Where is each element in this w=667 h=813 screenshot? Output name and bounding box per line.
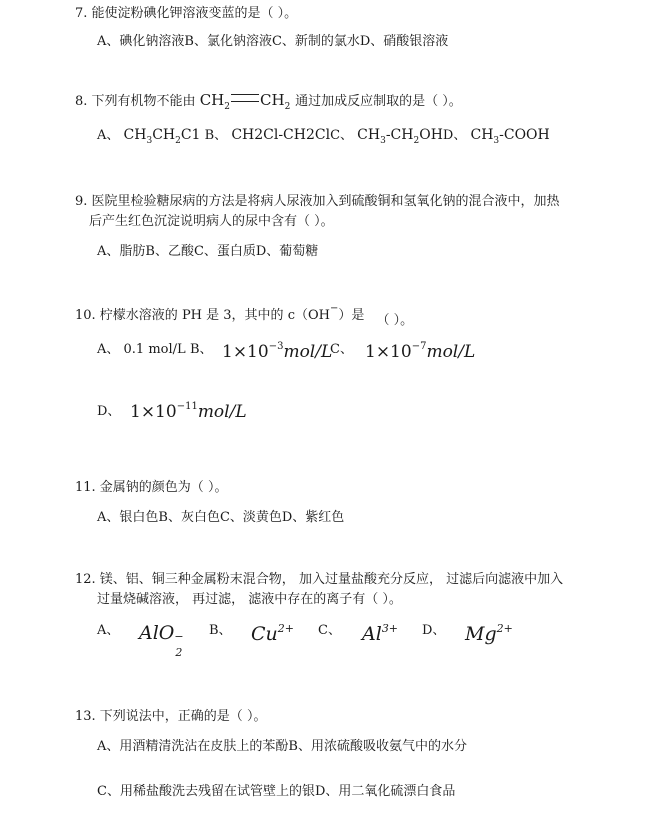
q10-option-a: A、 0.1 mol/L xyxy=(97,342,186,357)
q8-option-b: CH2Cl-CH2Cl xyxy=(231,127,331,143)
q10-option-d-label: D、 xyxy=(97,404,121,419)
q12-option-d-label: D、 xyxy=(422,623,446,638)
q10-option-c: $1\times 10^{-7}mol/L$ xyxy=(365,341,476,362)
q8-stem-post: 通过加成反应制取的是（ ）。 xyxy=(295,94,462,109)
q12-option-b: $Cu^{2+}$ xyxy=(251,622,294,645)
q12-option-b-label: B、 xyxy=(209,623,232,638)
q8-option-a: $CH_3CH_2C1$ xyxy=(123,127,201,146)
q8-number: 8. xyxy=(75,94,88,109)
q13-options-ab: A、用酒精清洗沾在皮肤上的苯酚B、用浓硫酸吸收氨气中的水分 xyxy=(97,739,467,754)
q12-option-a: AlO − 2 xyxy=(139,622,184,659)
q8-stem-pre: 下列有机物不能由 xyxy=(91,94,196,109)
q12-option-a-label: A、 xyxy=(97,623,120,638)
q12-line2: 过量烧碱溶液， 再过滤， 滤液中存在的离子有（ ）。 xyxy=(97,592,402,607)
q10-option-b: $1\times 10^{-3}mol/L$ xyxy=(222,341,333,362)
q12-option-c: $Al^{3+}$ xyxy=(362,622,399,645)
q11-options: A、银白色B、灰白色C、淡黄色D、紫红色 xyxy=(97,510,345,525)
q7-options: A、碘化钠溶液B、氯化钠溶液C、新制的氯水D、硝酸银溶液 xyxy=(97,34,449,49)
q13-stem: 13. 下列说法中，正确的是（ ）。 xyxy=(75,709,267,724)
q9-options: A、脂肪B、乙酸C、蛋白质D、葡萄糖 xyxy=(97,244,319,259)
q9-line2: 后产生红色沉淀说明病人的尿中含有（ ）。 xyxy=(89,214,334,229)
q12-option-d: $Mg^{2+}$ xyxy=(465,622,513,645)
q9-line1: 9. 医院里检验糖尿病的方法是将病人尿液加入到硫酸铜和氢氧化钠的混合液中，加热 xyxy=(75,194,560,209)
q10-option-c-label: C、 xyxy=(330,342,353,357)
q12-line1: 12. 镁、铝、铜三种金属粉末混合物， 加入过量盐酸充分反应， 过滤后向滤液中加入 xyxy=(75,572,564,587)
q10-option-d: $1\times 10^{-11}mol/L$ xyxy=(130,401,247,422)
q8-options: A、 $CH_3CH_2C1$ B、 CH2Cl-CH2ClC、 $CH_3-CH_2OHD$、 $CH_3$-COOH xyxy=(97,127,550,146)
q11-stem: 11. 金属钠的颜色为（ ）。 xyxy=(75,480,228,495)
q7-stem: 7. 能使淀粉碘化钾溶液变蓝的是（ ）。 xyxy=(75,6,298,21)
ethylene-formula: $CH_2$ $CH_2$ xyxy=(199,91,291,112)
q13-options-cd: C、用稀盐酸洗去残留在试管壁上的银D、用二氧化硫漂白食品 xyxy=(97,784,456,799)
q8-option-d: $CH_3$-COOH xyxy=(470,127,550,146)
double-bond-icon xyxy=(231,94,259,102)
q12-option-c-label: C、 xyxy=(318,623,341,638)
q10-option-b-label: B、 xyxy=(190,342,213,357)
q8-stem xyxy=(75,90,462,112)
q8-option-c: $CH_3-CH_2OH$ xyxy=(357,127,443,146)
q10-stem: 10. 柠檬水溶液的 PH 是 3，其中的 c（OH−）是 （ ）。 xyxy=(75,303,414,328)
